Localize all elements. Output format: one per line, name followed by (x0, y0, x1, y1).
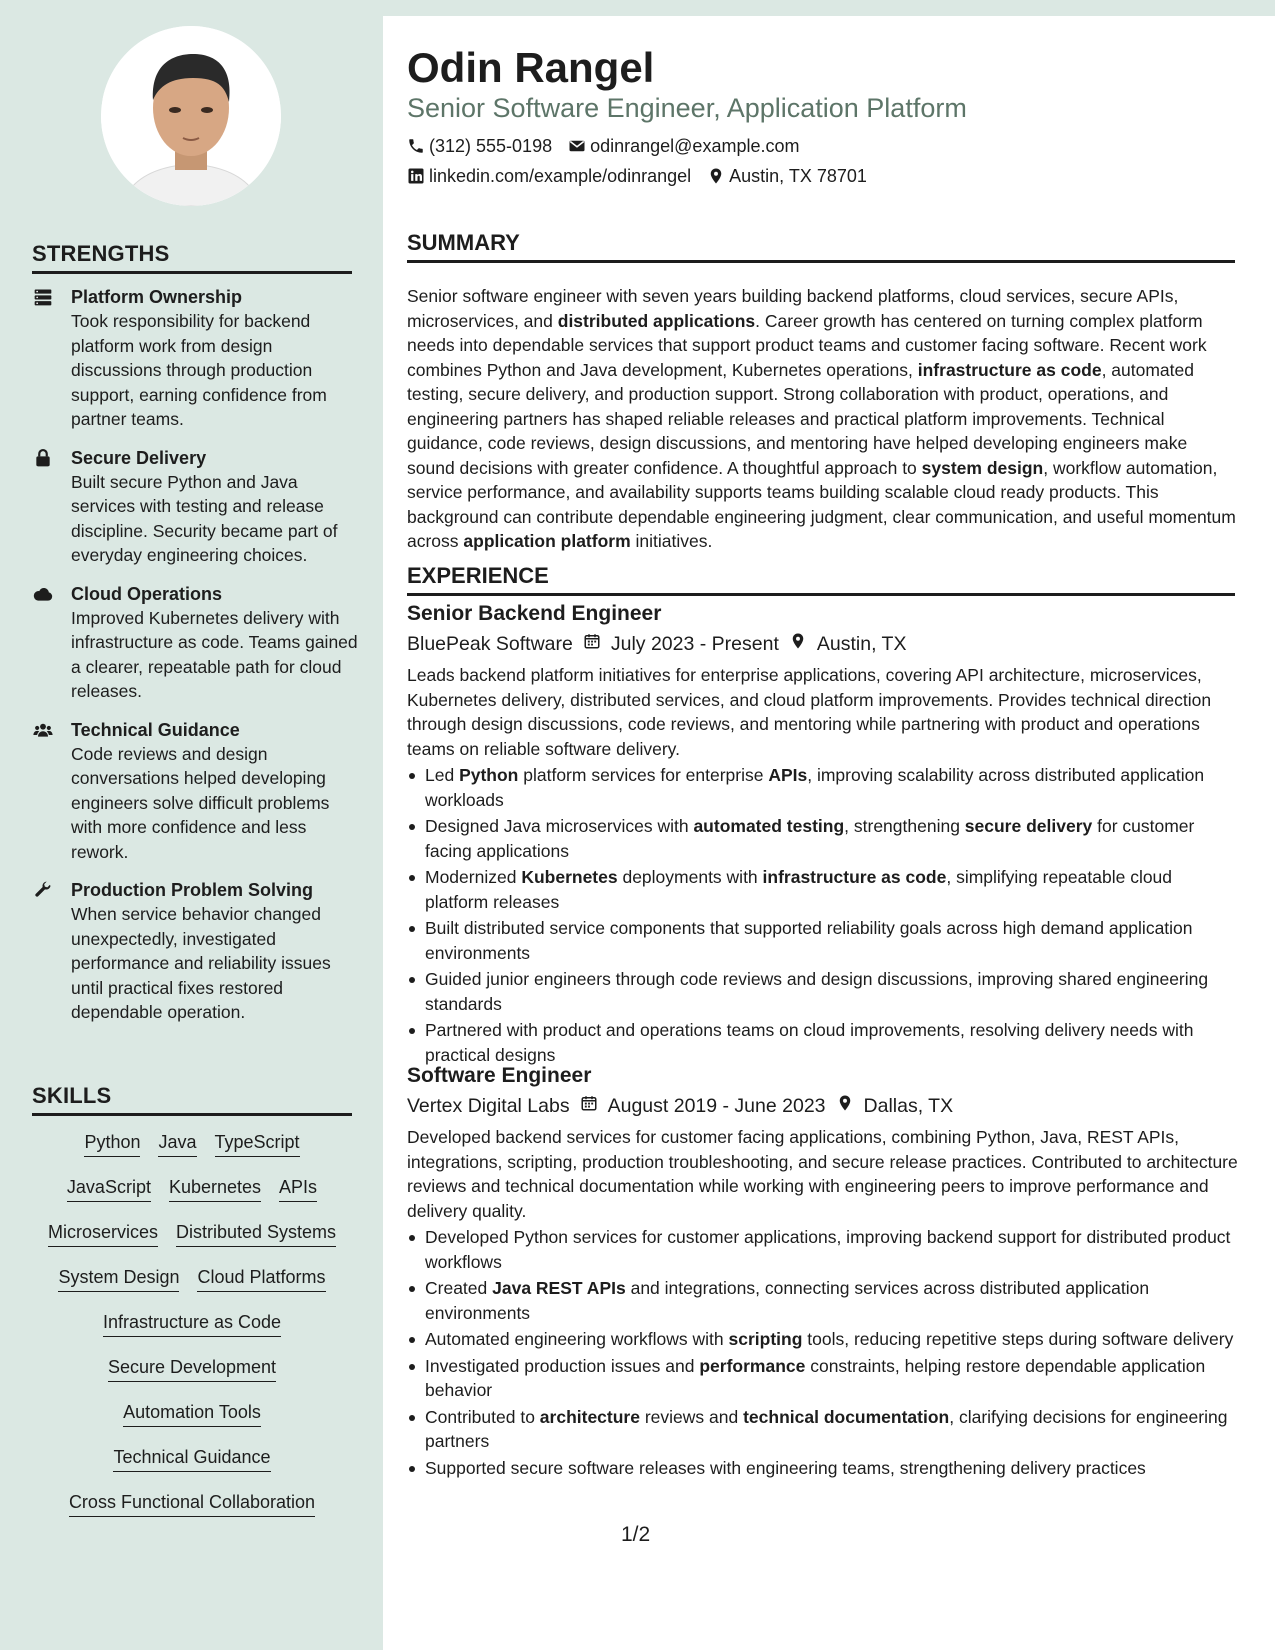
strength-item (32, 446, 362, 568)
text-run: Modernized (425, 867, 522, 887)
bold-text: performance (699, 1355, 806, 1376)
skill-tag: Cross Functional Collaboration (69, 1490, 315, 1517)
strength-item (32, 878, 362, 1025)
strength-text: When service behavior changed unexpectedly, investigated performance and reliability issues until practical fixes restored dependable operation. (71, 904, 331, 1022)
strength-item (32, 582, 362, 704)
strength-text: Improved Kubernetes delivery with infrastructure as code. Teams gained a clearer, repeatable path for cloud releases. (71, 607, 358, 701)
candidate-name: Odin Rangel (407, 44, 655, 91)
bold-text: application platform (463, 531, 631, 551)
bullet-item (407, 1276, 1239, 1325)
linkedin-contact[interactable] (407, 164, 691, 188)
bold-text: Java REST APIs (492, 1278, 626, 1298)
calendar-icon (580, 1091, 598, 1121)
envelope-icon (568, 137, 586, 155)
strength-text: Took responsibility for backend platform work from design discussions through production support, earning confidence from partner teams. (71, 311, 327, 429)
summary-text (407, 284, 1239, 554)
experience-heading: EXPERIENCE (407, 563, 1235, 596)
bold-text: infrastructure as code (762, 867, 947, 887)
skill-row (32, 1310, 352, 1355)
text-run: Contributed to (425, 1406, 540, 1427)
text-run: Guided junior engineers through code reviews and design discussions, improving shared engineering standards (425, 969, 1209, 1014)
contact-row-1 (407, 134, 799, 158)
text-run: Supported secure software releases with engineering teams, strengthening delivery practices (425, 1457, 1146, 1478)
job-bullets (407, 763, 1239, 1067)
bullet-item (407, 916, 1239, 965)
strength-item (32, 718, 362, 865)
strength-title: Production Problem Solving (71, 880, 314, 900)
bold-text: system design (921, 457, 1044, 478)
bold-text: APIs (768, 765, 808, 785)
bullet-item (407, 1225, 1239, 1274)
skill-tag: Infrastructure as Code (103, 1310, 281, 1337)
skill-tag: Java (158, 1130, 196, 1157)
text-run: deployments with (617, 867, 763, 887)
bold-text: infrastructure as code (917, 359, 1102, 380)
lock-icon (32, 448, 56, 468)
map-pin-icon (707, 167, 725, 185)
email-contact[interactable] (568, 134, 799, 158)
calendar-icon (583, 629, 601, 659)
job-dates: August 2019 - June 2023 (607, 1095, 826, 1117)
skill-row (32, 1130, 352, 1175)
job-meta (407, 1091, 1239, 1121)
text-run: Investigated production issues and (425, 1355, 700, 1376)
text-run: , clarifying decisions for engineering partners (425, 1406, 1228, 1451)
cloud-icon (32, 584, 56, 604)
strength-text: Built secure Python and Java services with testing and release discipline. Security became part of everyday engineering choices. (71, 471, 338, 565)
text-run: Automated engineering workflows with (425, 1329, 729, 1349)
job-dates: July 2023 - Present (610, 633, 779, 655)
bullet-item (407, 865, 1239, 914)
email-text: odinrangel@example.com (590, 136, 800, 156)
bold-text: technical documentation (743, 1406, 950, 1427)
text-run: Developed Python services for customer applications, improving backend support for distributed product workflows (425, 1227, 1231, 1272)
skill-row (32, 1355, 352, 1400)
bold-text: automated testing (693, 816, 845, 836)
skill-tag: APIs (279, 1175, 317, 1202)
job-entry (407, 599, 1239, 1069)
bullet-item (407, 763, 1239, 812)
candidate-title: Senior Software Engineer, Application Platform (407, 93, 967, 123)
bullet-item (407, 814, 1239, 863)
text-run: platform services for enterprise (518, 765, 769, 785)
skill-row (32, 1445, 352, 1490)
company-name: Vertex Digital Labs (407, 1095, 570, 1117)
skill-tag: Technical Guidance (113, 1445, 270, 1472)
avatar (101, 26, 281, 206)
skill-tag: Kubernetes (169, 1175, 261, 1202)
strength-title: Technical Guidance (71, 719, 240, 740)
skill-row (32, 1220, 352, 1265)
job-title: Senior Backend Engineer (407, 602, 662, 625)
job-entry (407, 1061, 1239, 1482)
wrench-icon (32, 880, 56, 900)
location-contact (707, 164, 867, 188)
bullet-item (407, 1327, 1239, 1352)
contact-row-2 (407, 164, 867, 188)
text-run: Created (425, 1278, 493, 1298)
text-run: for customer facing applications (425, 816, 1195, 861)
text-run: Led (425, 765, 460, 785)
skill-tag: Distributed Systems (176, 1220, 336, 1247)
strengths-list (32, 285, 362, 1039)
text-run: , automated testing, secure delivery, and production support. Strong collaboration with product, operations, and engineering partners has shaped reliable releases and practical platform improvements. Technical guidance, code reviews, design discussions, and mentoring have helped developing engineers make sound decisions with greater confidence. A thoughtful approach to (407, 359, 1194, 478)
skill-tag: Python (84, 1130, 140, 1157)
text-run: Partnered with product and operations teams on cloud improvements, resolving delivery needs with practical designs (425, 1020, 1194, 1065)
linkedin-icon (407, 167, 425, 185)
text-run: , simplifying repeatable cloud platform releases (425, 867, 1173, 912)
phone-text: (312) 555-0198 (429, 136, 553, 156)
job-description: Developed backend services for customer facing applications, combining Python, Java, REST APIs, integrations, scripting, production troubleshooting, and secure release practices. Contributed to architecture reviews and technical documentation while working with engineering peers to improve performance and delivery quality. (407, 1127, 1238, 1221)
bold-text: architecture (539, 1406, 640, 1427)
bullet-item (407, 1018, 1239, 1067)
skill-tag: Secure Development (108, 1355, 276, 1382)
map-pin-icon (789, 629, 807, 659)
users-icon (32, 720, 56, 740)
skill-tag: TypeScript (215, 1130, 300, 1157)
text-run: Senior software engineer with seven years building backend platforms, cloud services, secure APIs, microservices, and (407, 286, 1179, 331)
job-meta (407, 629, 1239, 659)
skill-tag: Automation Tools (123, 1400, 261, 1427)
text-run: reviews and (639, 1406, 744, 1427)
strength-text: Code reviews and design conversations helped developing engineers solve difficult problems with more confidence and less rework. (71, 743, 330, 862)
bullet-item (407, 967, 1239, 1016)
text-run: Built distributed service components that supported reliability goals across high demand application environments (425, 918, 1193, 963)
skills-list (32, 1130, 352, 1535)
skill-tag: Microservices (48, 1220, 158, 1247)
bold-text: scripting (728, 1329, 803, 1349)
strength-title: Cloud Operations (71, 583, 223, 604)
job-bullets (407, 1225, 1239, 1480)
job-location: Austin, TX (816, 633, 907, 655)
text-run: . Career growth has centered on turning complex platform needs into dependable services that support product teams and customer facing software. Recent work combines Python and Java development, Kubernetes operations, (407, 310, 1207, 380)
text-run: tools, reducing repetitive steps during software delivery (802, 1329, 1234, 1349)
bullet-item (407, 1405, 1239, 1454)
text-run: constraints, helping restore dependable application behavior (425, 1355, 1206, 1400)
location-text: Austin, TX 78701 (729, 166, 867, 186)
summary-heading: SUMMARY (407, 230, 1235, 263)
bullet-item (407, 1456, 1239, 1481)
text-run: Designed Java microservices with (425, 816, 694, 836)
strength-title: Platform Ownership (71, 287, 243, 307)
bullet-item (407, 1354, 1239, 1403)
skills-heading: SKILLS (32, 1083, 352, 1116)
bold-text: Kubernetes (521, 867, 618, 887)
text-run: , workflow automation, service performance, and availability supports teams building scalable cloud ready products. This background can contribute dependable engineering judgment, clear communication, and useful momentum across (407, 457, 1236, 551)
skill-row (32, 1490, 352, 1535)
text-run: , improving scalability across distributed application workloads (425, 765, 1205, 810)
map-pin-icon (836, 1091, 854, 1121)
skill-row (32, 1175, 352, 1220)
phone-contact[interactable] (407, 134, 552, 158)
text-run: initiatives. (630, 531, 713, 551)
strength-title: Secure Delivery (71, 447, 207, 468)
strengths-heading: STRENGTHS (32, 241, 352, 274)
text-run: , strengthening (844, 816, 965, 836)
main-content (383, 16, 1275, 1650)
strength-item (32, 285, 362, 432)
skill-tag: JavaScript (67, 1175, 151, 1202)
text-run: and integrations, connecting services across distributed application environments (425, 1278, 1150, 1323)
page-number: 1/2 (621, 1523, 651, 1546)
job-title: Software Engineer (407, 1064, 592, 1087)
linkedin-text: linkedin.com/example/odinrangel (429, 166, 692, 186)
bold-text: distributed applications (557, 310, 756, 331)
skill-tag: System Design (58, 1265, 179, 1292)
bold-text: secure delivery (964, 816, 1093, 836)
phone-icon (407, 137, 425, 155)
server-icon (32, 287, 56, 307)
job-location: Dallas, TX (863, 1095, 954, 1117)
skill-row (32, 1400, 352, 1445)
skill-tag: Cloud Platforms (197, 1265, 325, 1292)
job-description: Leads backend platform initiatives for enterprise applications, covering API architecture, microservices, Kubernetes delivery, distributed services, and cloud platform improvements. Provides technical direction through design discussions, code reviews, and mentoring while partnering with product and operations teams on reliable software delivery. (407, 665, 1212, 759)
sidebar (0, 0, 383, 1650)
bold-text: Python (459, 765, 519, 785)
company-name: BluePeak Software (407, 633, 573, 655)
skill-row (32, 1265, 352, 1310)
